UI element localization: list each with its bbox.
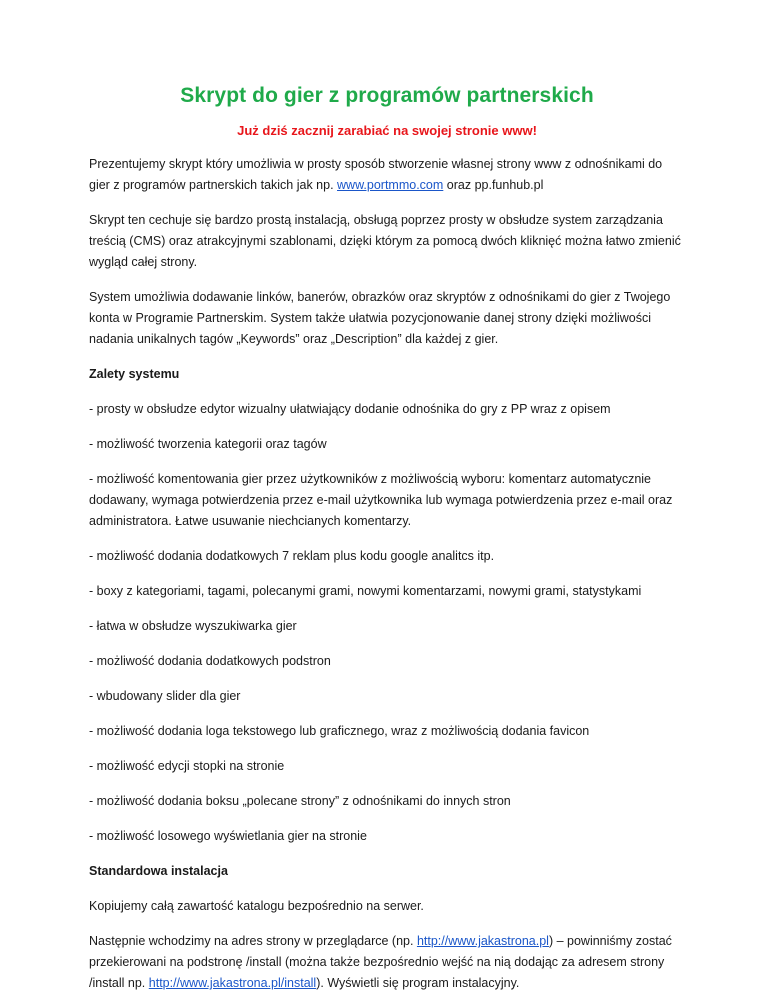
feature-item: - prosty w obsłudze edytor wizualny ułatwiający dodanie odnośnika do gry z PP wraz z opisem xyxy=(89,402,611,416)
install-text-3: ). Wyświetli się program instalacyjny. xyxy=(316,976,520,990)
install-text-1: Następnie wchodzimy na adres strony w przeglądarce (np. xyxy=(89,934,417,948)
jakastrona-install-link[interactable]: http://www.jakastrona.pl/install xyxy=(148,976,317,990)
intro-text-2: oraz pp.funhub.pl xyxy=(443,178,544,192)
portmmo-link[interactable]: www.portmmo.com xyxy=(337,178,444,192)
intro-text-1: Prezentujemy skrypt który umożliwia w prosty sposób stworzenie własnej strony www z odnośnikami do gier z programów partnerskich takich jak np. xyxy=(89,157,663,192)
page-subtitle: Już dziś zacznij zarabiać na swojej stronie www! xyxy=(237,123,537,138)
feature-item: - możliwość komentowania gier przez użytkowników z możliwością wyboru: komentarz automatycznie dodawany, wymaga potwierdzenia przez e-mail użytkownika lub wymaga potwierdzenia przez e-mail oraz administratora. Łatwe usuwanie niechcianych komentarzy. xyxy=(89,472,673,528)
feature-item: - możliwość tworzenia kategorii oraz tagów xyxy=(89,437,327,451)
install-paragraph-2 xyxy=(89,931,685,994)
feature-item: - wbudowany slider dla gier xyxy=(89,689,241,703)
jakastrona-link[interactable]: http://www.jakastrona.pl xyxy=(416,934,549,948)
intro-paragraph xyxy=(89,154,685,196)
feature-item: - możliwość edycji stopki na stronie xyxy=(89,759,285,773)
feature-item: - możliwość dodania boksu „polecane strony” z odnośnikami do innych stron xyxy=(89,794,511,808)
features-paragraph: System umożliwia dodawanie linków, banerów, obrazków oraz skryptów z odnośnikami do gier z Twojego konta w Programie Partnerskim. System także ułatwia pozycjonowanie danej strony dzięki możliwości nadania unikalnych tagów „Keywords” oraz „Description” dla każdej z gier. xyxy=(89,290,671,346)
feature-item: - boxy z kategoriami, tagami, polecanymi grami, nowymi komentarzami, nowymi grami, statystykami xyxy=(89,584,642,598)
feature-item: - możliwość dodania dodatkowych 7 reklam plus kodu google analitcs itp. xyxy=(89,549,495,563)
feature-item: - łatwa w obsłudze wyszukiwarka gier xyxy=(89,619,297,633)
install-text-2: ) – powinniśmy zostać przekierowani na podstronę /install (można także bezpośrednio wejść na nią dodając za adresem strony /install np. xyxy=(89,934,672,990)
feature-item: - możliwość losowego wyświetlania gier na stronie xyxy=(89,829,367,843)
document-content xyxy=(89,84,685,1008)
feature-item: - możliwość dodania dodatkowych podstron xyxy=(89,654,331,668)
description-paragraph: Skrypt ten cechuje się bardzo prostą instalacją, obsługą poprzez prosty w obsłudze system zarządzania treścią (CMS) oraz atrakcyjnymi szablonami, dzięki którym za pomocą dwóch kliknięć można łatwo zmienić wygląd całej strony. xyxy=(89,213,681,269)
page-title: Skrypt do gier z programów partnerskich xyxy=(180,84,594,107)
features-heading: Zalety systemu xyxy=(89,367,180,381)
feature-item: - możliwość dodania loga tekstowego lub graficznego, wraz z możliwością dodania favicon xyxy=(89,724,590,738)
install-paragraph-1: Kopiujemy całą zawartość katalogu bezpośrednio na serwer. xyxy=(89,899,424,913)
install-heading: Standardowa instalacja xyxy=(89,864,228,878)
